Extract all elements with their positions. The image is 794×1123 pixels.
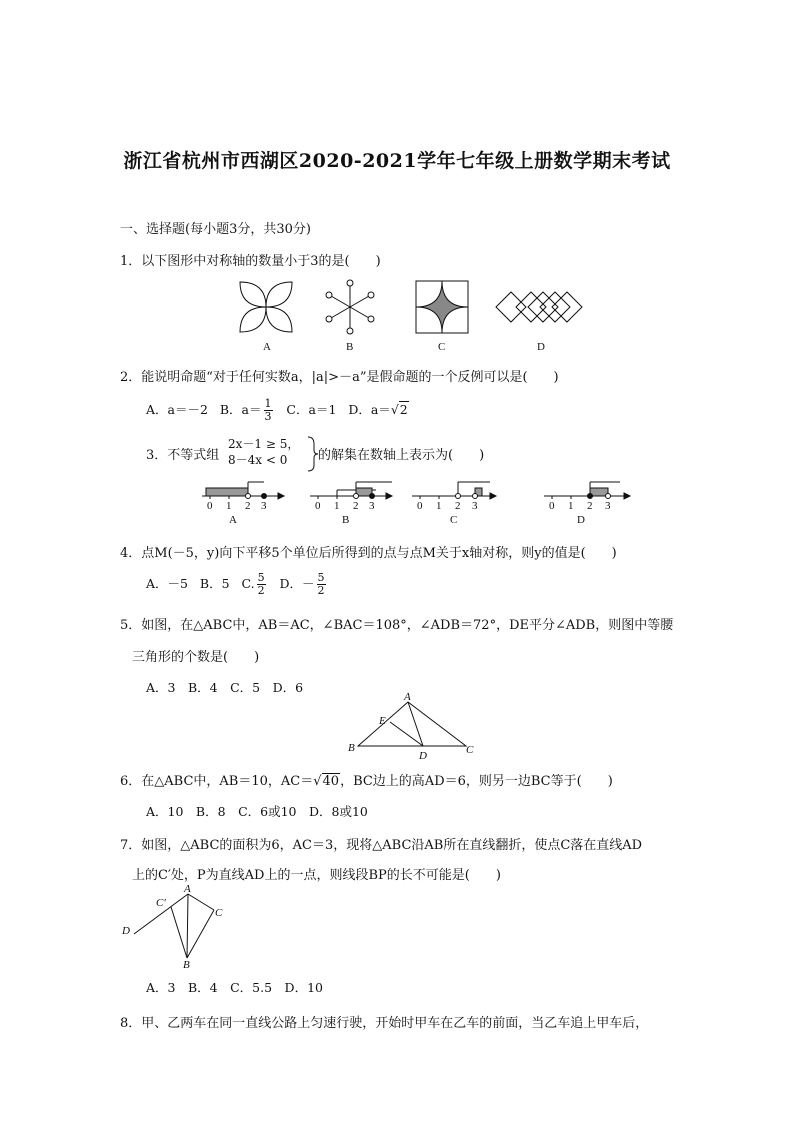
question-6-text: 6．在△ABC中，AB＝10，AC＝√40，BC边上的高AD＝6，则另一边BC等于( ) xyxy=(120,774,613,789)
q4-option-a: A．－5 xyxy=(146,576,188,591)
q4-option-d: D．－ xyxy=(279,576,315,591)
section-heading: 一、选择题(每小题3分，共30分) xyxy=(120,222,311,237)
figure-label-b: B xyxy=(346,341,354,353)
question-4-text: 4．点M(－5，y)向下平移5个单位后所得到的点与点M关于x轴对称，则y的值是( ) xyxy=(120,546,617,561)
question-6-options: A．10 B．8 C．6或10 D．8或10 xyxy=(146,804,368,819)
figure-c-square-star xyxy=(416,281,468,333)
figure-label-d: D xyxy=(537,341,545,353)
point-label-e: E xyxy=(379,715,386,727)
point-label-b: B xyxy=(183,959,190,971)
question-3-inequality-1: 2x－1 ≥ 5， xyxy=(228,437,300,451)
question-7-options: A．3 B．4 C．5.5 D．10 xyxy=(146,980,323,995)
figure-d-diamond-knot xyxy=(496,292,582,322)
q2-option-d: D．a＝ xyxy=(348,402,391,417)
number-line-label-a: A xyxy=(229,514,237,526)
question-5-line-1: 5．如图，在△ABC中，AB＝AC，∠BAC＝108°，∠ADB＝72°，DE平分∠ADB，则图中等腰 xyxy=(120,618,674,633)
figure-label-a: A xyxy=(263,341,271,353)
question-7-line-1: 7．如图，△ABC的面积为6，AC＝3，现将△ABC沿AB所在直线翻折，使点C落在直线AD xyxy=(120,838,643,853)
question-1-text: 1．以下图形中对称轴的数量小于3的是( ) xyxy=(120,254,381,269)
question-2-options xyxy=(146,398,409,423)
figure-a-flower xyxy=(240,282,292,332)
number-line-b xyxy=(310,482,392,499)
tick-label: 2 xyxy=(587,500,593,512)
tick-label: 1 xyxy=(334,500,340,512)
number-line-label-c: C xyxy=(450,514,458,526)
question-8-text: 8．甲、乙两车在同一直线公路上匀速行驶，开始时甲车在乙车的前面，当乙车追上甲车后， xyxy=(120,1016,649,1031)
question-3-suffix: 的解集在数轴上表示为( ) xyxy=(318,448,485,463)
tick-label: 1 xyxy=(568,500,574,512)
q4-option-d-fraction: $\frac{5}{2}$ xyxy=(317,571,325,597)
tick-label: 0 xyxy=(315,500,321,512)
point-label-d: D xyxy=(419,750,427,762)
q2-option-b: B．a＝ xyxy=(219,402,262,417)
question-4-options xyxy=(146,572,328,597)
q2-option-a: A．a＝－2 xyxy=(146,402,208,417)
number-line-a xyxy=(202,482,284,499)
question-2-text: 2．能说明命题“对于任何实数a，|a|>－a”是假命题的一个反例可以是( ) xyxy=(120,370,559,385)
page-title: 浙江省杭州市西湖区2020-2021学年七年级上册数学期末考试 xyxy=(123,150,671,172)
figure-label-c: C xyxy=(438,341,446,353)
question-5-triangle-figure xyxy=(346,691,480,762)
tick-label: 3 xyxy=(605,500,611,512)
tick-label: 1 xyxy=(436,500,442,512)
tick-label: 2 xyxy=(245,500,251,512)
point-label-b: B xyxy=(348,742,355,754)
q2-option-c: C．a＝1 xyxy=(286,402,337,417)
q4-option-b: B．5 xyxy=(199,576,230,591)
question-5-options: A．3 B．4 C．5 D．6 xyxy=(146,680,304,695)
q2-option-d-radicand: 2 xyxy=(399,402,408,417)
question-7-fold-figure xyxy=(118,883,236,971)
point-label-c: C xyxy=(466,744,474,756)
tick-label: 0 xyxy=(549,500,555,512)
tick-label: 1 xyxy=(226,500,232,512)
number-line-label-d: D xyxy=(577,514,585,526)
question-3-inequality-2: 8－4x < 0 xyxy=(228,453,288,467)
q6-radicand: 40 xyxy=(322,774,340,789)
question-3-number-lines xyxy=(196,478,636,528)
number-line-label-b: B xyxy=(342,514,350,526)
q4-option-c-fraction: $\frac{5}{2}$ xyxy=(257,571,265,597)
q2-option-b-fraction: $\frac{1}{3}$ xyxy=(264,397,272,423)
point-label-a: A xyxy=(404,691,411,703)
tick-label: 3 xyxy=(261,500,267,512)
number-line-c xyxy=(412,482,496,499)
figure-b-snowflake xyxy=(326,280,374,334)
tick-label: 2 xyxy=(353,500,359,512)
tick-label: 0 xyxy=(417,500,423,512)
point-label-c-prime: C′ xyxy=(156,897,166,909)
tick-label: 3 xyxy=(369,500,375,512)
tick-label: 3 xyxy=(472,500,478,512)
sqrt-icon: √ xyxy=(390,402,399,417)
question-1-figures xyxy=(230,278,600,354)
number-line-d xyxy=(544,482,630,499)
q4-option-c: C. xyxy=(241,576,255,591)
point-label-d: D xyxy=(122,925,130,937)
question-5-line-2: 三角形的个数是( ) xyxy=(132,650,260,665)
tick-label: 2 xyxy=(455,500,461,512)
question-7-line-2: 上的C′处，P为直线AD上的一点，则线段BP的长不可能是( ) xyxy=(132,868,501,883)
sqrt-icon: √ xyxy=(313,774,322,789)
point-label-a: A xyxy=(184,883,191,895)
tick-label: 0 xyxy=(207,500,213,512)
question-3-prefix: 3．不等式组 xyxy=(146,448,220,463)
point-label-c: C xyxy=(215,907,223,919)
